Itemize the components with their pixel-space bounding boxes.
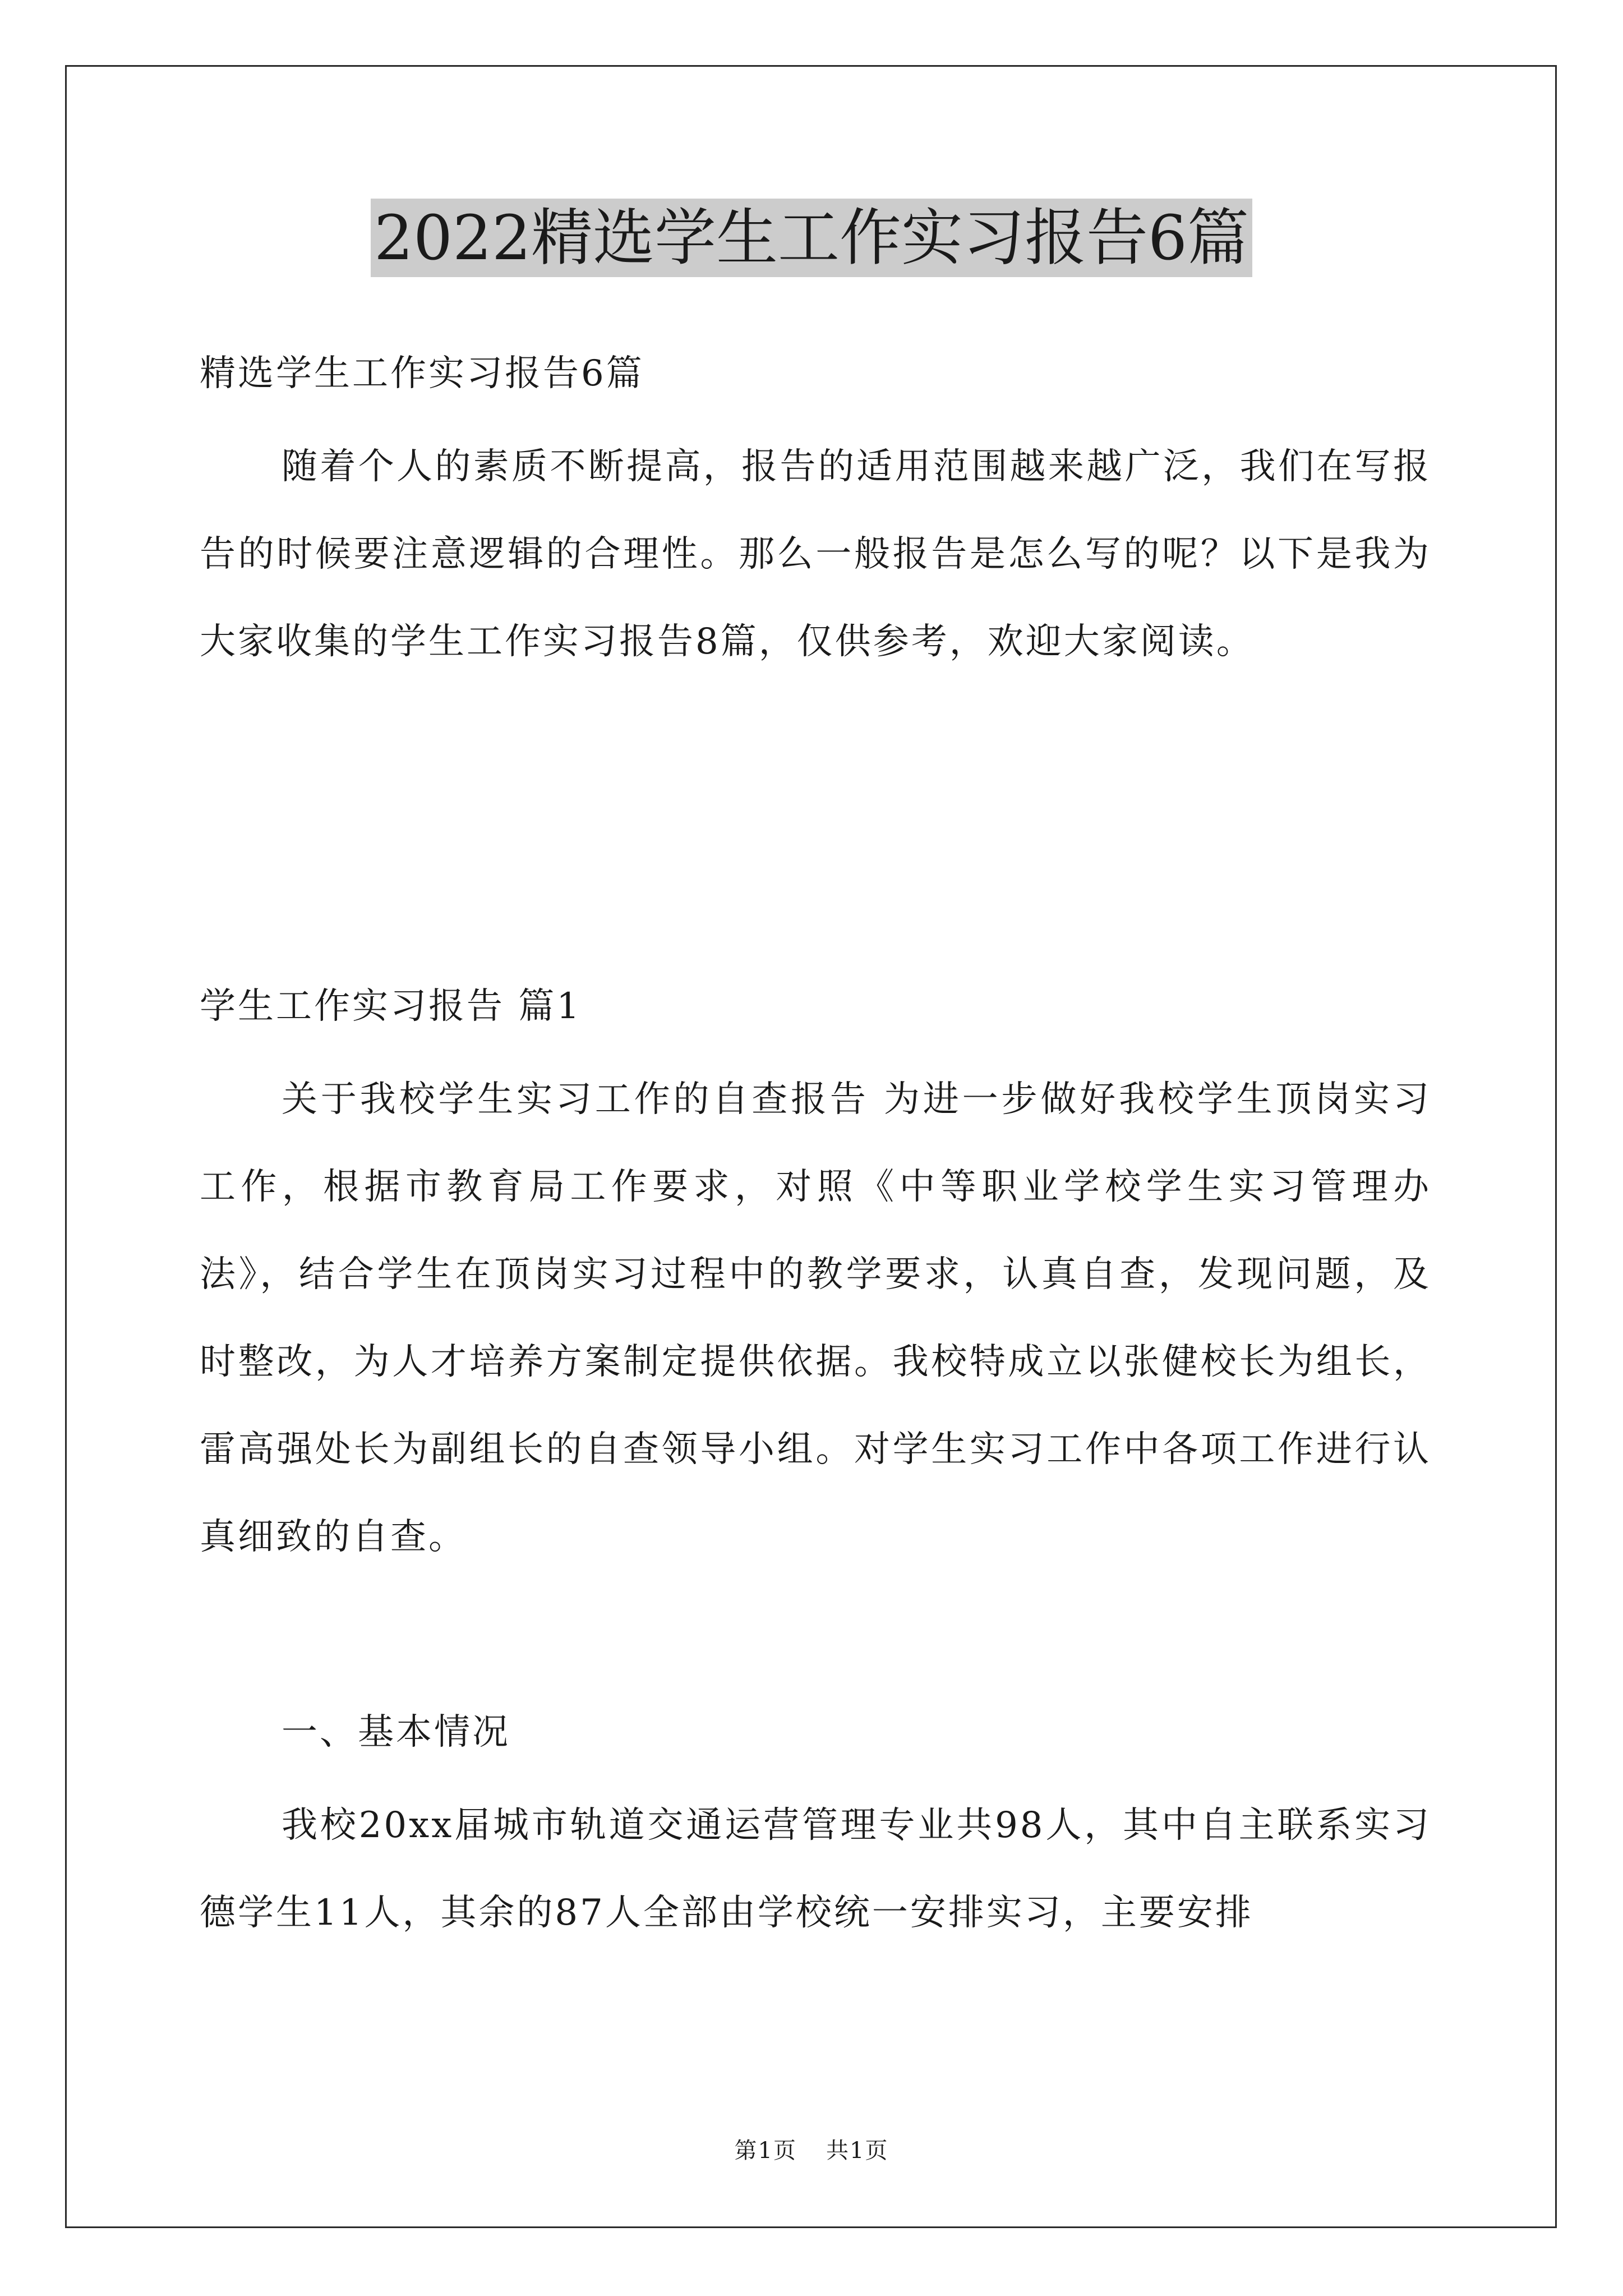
section-paragraph-2: 我校20xx届城市轨道交通运营管理专业共98人，其中自主联系实习德学生11人，其余的87人全部由学校统一安排实习，主要安排 (200, 1805, 1431, 1934)
subsection-heading: 一、基本情况 (282, 1711, 510, 1753)
document-title (0, 193, 1623, 283)
intro-paragraph: 随着个人的素质不断提高，报告的适用范围越来越广泛，我们在写报告的时候要注意逻辑的合理性。那么一般报告是怎么写的呢？以下是我为大家收集的学生工作实习报告8篇，仅供参考，欢迎大家阅读。 (200, 446, 1431, 662)
document-subtitle: 精选学生工作实习报告6篇 (200, 353, 644, 394)
section-heading: 学生工作实习报告 篇1 (200, 986, 582, 1027)
page-number: 第1页 (734, 2138, 797, 2164)
section-paragraph: 关于我校学生实习工作的自查报告 为进一步做好我校学生顶岗实习工作，根据市教育局工作要求，对照《中等职业学校学生实习管理办法》，结合学生在顶岗实习过程中的教学要求，认真自查，发现问题，及时整改，为人才培养方案制定提供依据。我校特成立以张健校长为组长，雷高强处长为副组长的自查领导小组。对学生实习工作中各项工作进行认真细致的自查。 (200, 1079, 1431, 1558)
page-total: 共1页 (826, 2138, 889, 2164)
page-footer (0, 2134, 1623, 2168)
document-title-text: 2022精选学生工作实习报告6篇 (371, 199, 1252, 277)
